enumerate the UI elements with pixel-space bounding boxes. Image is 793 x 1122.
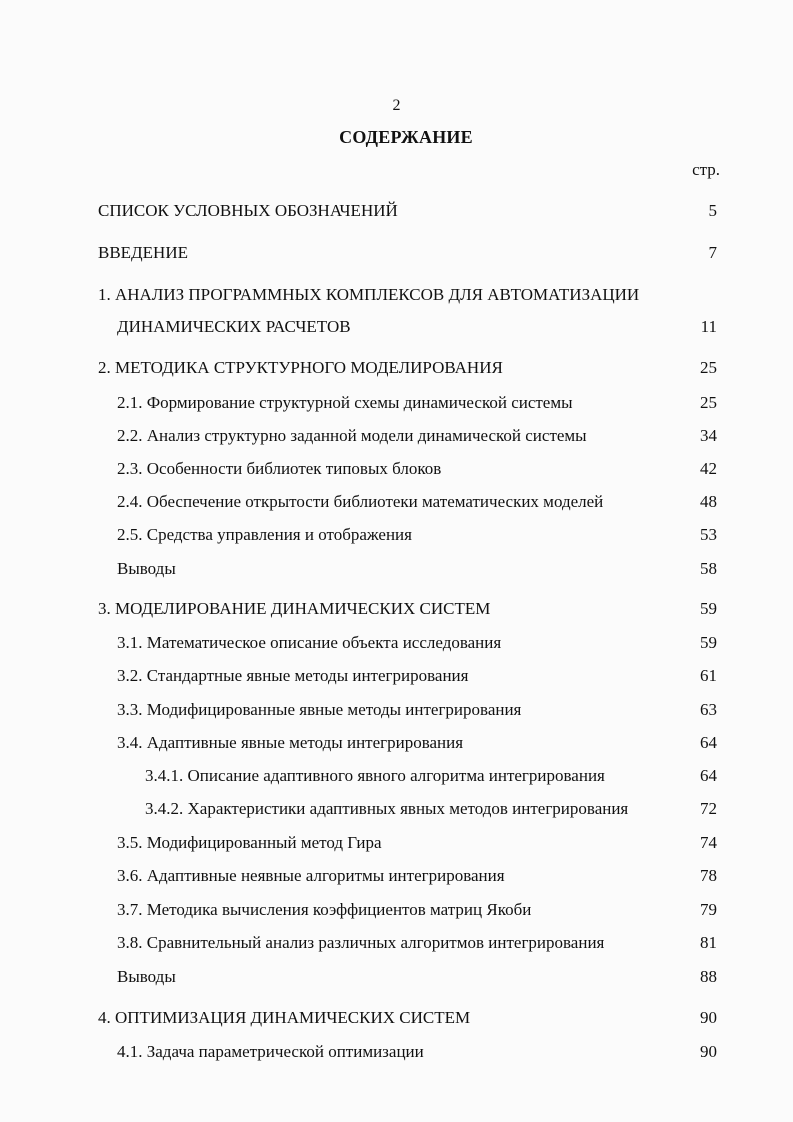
toc-entry-page: 64 [700, 733, 717, 752]
toc-entry-text: 2.4. Обеспечение открытости библиотеки математических моделей [117, 492, 604, 511]
toc-entry-text: 3.4.1. Описание адаптивного явного алгоритма интегрирования [145, 766, 605, 785]
toc-entry-page: 59 [700, 633, 717, 652]
toc-entry-page: 53 [700, 525, 717, 544]
toc-entry-text: 3.1. Математическое описание объекта исследования [117, 633, 502, 652]
toc-entry-page: 42 [700, 459, 717, 478]
page-column-label: стр. [692, 160, 720, 179]
toc-entry-page: 88 [700, 967, 717, 986]
toc-entry-text: 2.1. Формирование структурной схемы динамической системы [117, 393, 573, 412]
toc-entry-page: 78 [700, 866, 717, 885]
toc-entry-page: 25 [700, 393, 717, 412]
toc-entry-text-continued: ДИНАМИЧЕСКИХ РАСЧЕТОВ [117, 317, 351, 336]
toc-entry-text: 3.5. Модифицированный метод Гира [117, 833, 382, 852]
toc-entry-page: 61 [700, 666, 717, 685]
toc-entry-text: 3.3. Модифицированные явные методы интегрирования [117, 700, 522, 719]
toc-entry-page: 25 [700, 358, 717, 377]
page-title: СОДЕРЖАНИЕ [339, 127, 473, 147]
toc-entry-text: ВВЕДЕНИЕ [98, 243, 188, 262]
toc-entry-text: 3. МОДЕЛИРОВАНИЕ ДИНАМИЧЕСКИХ СИСТЕМ [98, 599, 491, 618]
toc-entry-page: 5 [708, 201, 717, 220]
toc-entry-text: 1. АНАЛИЗ ПРОГРАММНЫХ КОМПЛЕКСОВ ДЛЯ АВТОМАТИЗАЦИИ [98, 285, 640, 304]
toc-entry-page: 63 [700, 700, 717, 719]
toc-entry-page: 7 [708, 243, 717, 262]
toc-entry-text: 3.7. Методика вычисления коэффициентов матриц Якоби [117, 900, 532, 919]
toc-entry-page: 11 [700, 317, 717, 336]
toc-entry-page: 59 [700, 599, 717, 618]
toc-entry-text: 2. МЕТОДИКА СТРУКТУРНОГО МОДЕЛИРОВАНИЯ [98, 358, 503, 377]
toc-entry-page: 48 [700, 492, 717, 511]
page-number: 2 [392, 97, 401, 114]
toc-entry-text: 2.2. Анализ структурно заданной модели динамической системы [117, 426, 587, 445]
toc-entry-text: 2.3. Особенности библиотек типовых блоков [117, 459, 442, 478]
toc-entry-text: Выводы [117, 559, 176, 578]
toc-entry-page: 79 [700, 900, 717, 919]
toc-entry-page: 58 [700, 559, 717, 578]
toc-entry-page: 90 [700, 1008, 717, 1027]
toc-entry-page: 34 [700, 426, 717, 445]
toc-entry-text: СПИСОК УСЛОВНЫХ ОБОЗНАЧЕНИЙ [98, 201, 398, 220]
toc-entry-page: 74 [700, 833, 717, 852]
toc-entry-text: 3.6. Адаптивные неявные алгоритмы интегрирования [117, 866, 505, 885]
toc-entry-text: 3.4.2. Характеристики адаптивных явных методов интегрирования [145, 799, 629, 818]
toc-entry-page: 90 [700, 1042, 717, 1061]
toc-entry-text: 3.4. Адаптивные явные методы интегрирования [117, 733, 464, 752]
toc-entry-text: 4.1. Задача параметрической оптимизации [117, 1042, 424, 1061]
toc-entry-text: Выводы [117, 967, 176, 986]
toc-entry-page: 81 [700, 933, 717, 952]
toc-entry-text: 3.2. Стандартные явные методы интегрирования [117, 666, 469, 685]
toc-entry-page: 64 [700, 766, 717, 785]
toc-entry-text: 3.8. Сравнительный анализ различных алгоритмов интегрирования [117, 933, 605, 952]
toc-entry-text: 2.5. Средства управления и отображения [117, 525, 412, 544]
toc-entry-text: 4. ОПТИМИЗАЦИЯ ДИНАМИЧЕСКИХ СИСТЕМ [98, 1008, 471, 1027]
toc-entry-page: 72 [700, 799, 717, 818]
